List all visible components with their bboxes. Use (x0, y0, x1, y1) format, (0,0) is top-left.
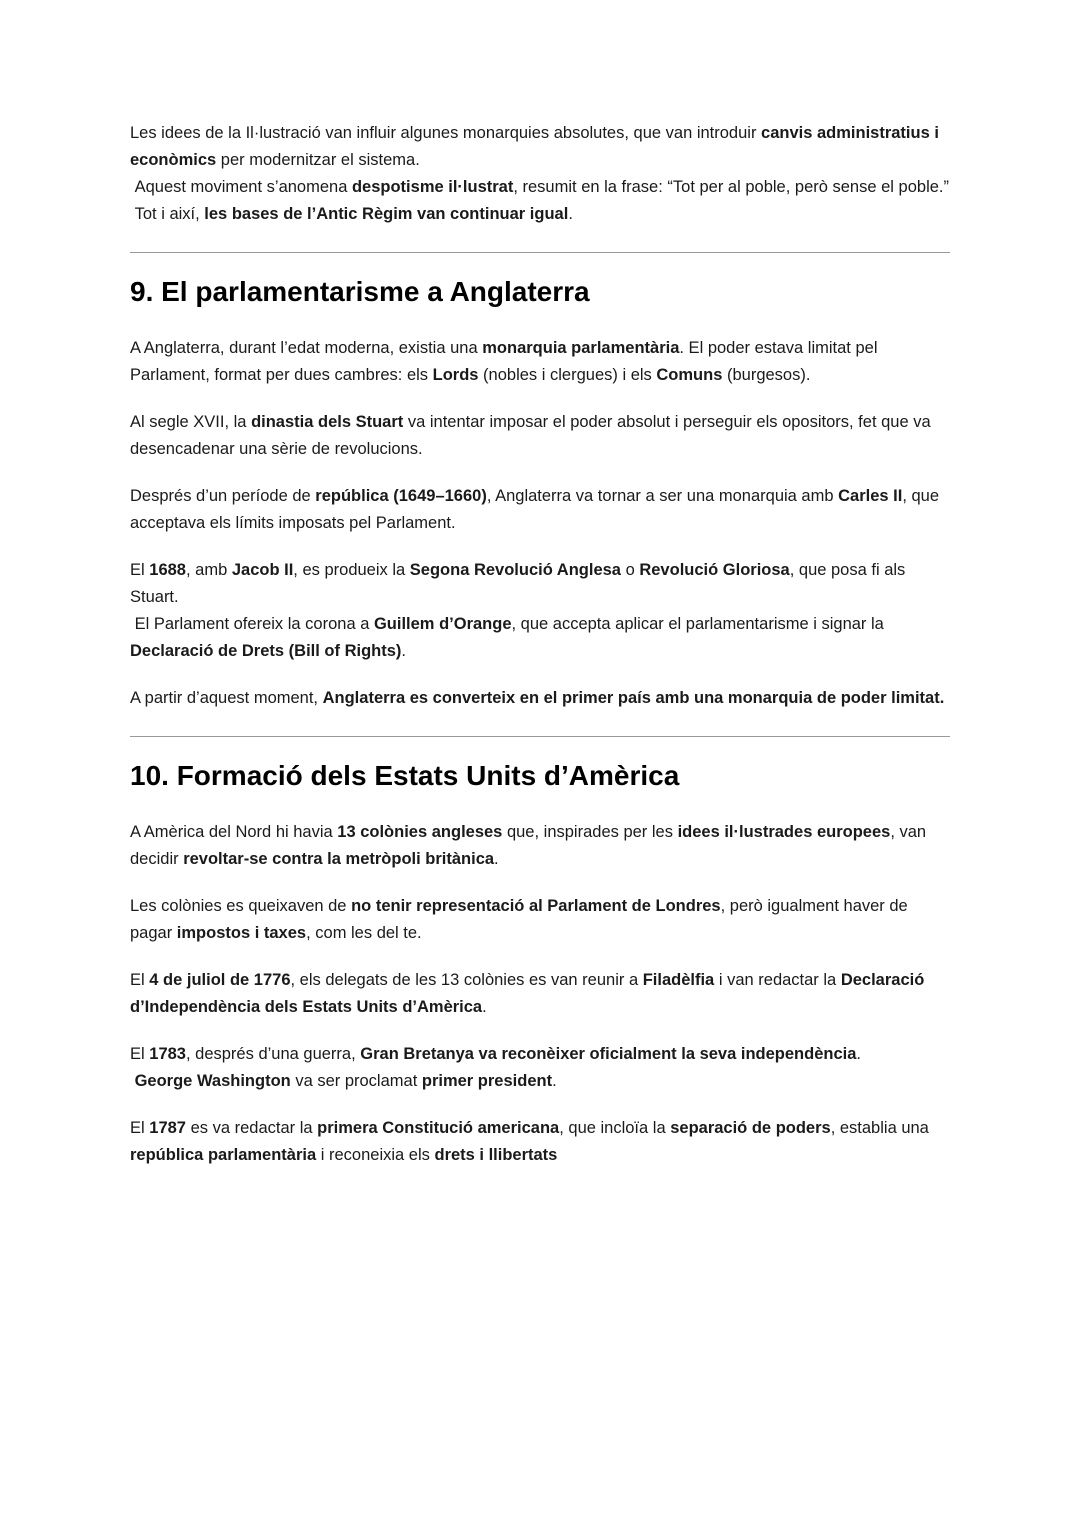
text-run: i reconeixia els (316, 1146, 435, 1164)
paragraph (130, 409, 950, 463)
paragraph (130, 685, 950, 712)
section-divider (130, 736, 950, 737)
bold-text: primer president (421, 1072, 553, 1090)
section-divider (130, 252, 950, 253)
text-run: es va redactar la (185, 1119, 318, 1137)
text-run: . (856, 1045, 861, 1063)
text-run: Les colònies es queixaven de (130, 897, 352, 915)
text-run: A Anglaterra, durant l’edat moderna, existia una (130, 339, 483, 357)
bold-text: Guillem d’Orange (373, 615, 512, 633)
text-run: , com les del te. (306, 924, 422, 942)
text-run: . (568, 205, 573, 223)
bold-text: separació de poders (670, 1119, 831, 1137)
text-run: (burgesos). (722, 366, 811, 384)
text-run: El (130, 971, 150, 989)
paragraph (130, 120, 950, 228)
text-run: . (494, 850, 499, 868)
bold-text: no tenir representació al Parlament de Londres (351, 897, 721, 915)
bold-text: impostos i taxes (176, 924, 307, 942)
text-run: El (130, 1045, 150, 1063)
bold-text: Segona Revolució Anglesa (409, 561, 621, 579)
bold-text: Gran Bretanya va reconèixer oficialment la seva independència (360, 1045, 857, 1063)
paragraph (130, 893, 950, 947)
text-run: A partir d’aquest moment, (130, 689, 323, 707)
text-run: A Amèrica del Nord hi havia (130, 823, 338, 841)
bold-text: monarquia parlamentària (482, 339, 680, 357)
bold-text: primera Constitució americana (317, 1119, 560, 1137)
paragraph (130, 1115, 950, 1169)
document-content (130, 120, 950, 1169)
paragraph (130, 335, 950, 389)
bold-text: canvis administratius i econòmics (130, 124, 944, 169)
bold-text: Declaració d’Independència dels Estats Units d’Amèrica (130, 971, 929, 1016)
bold-text: dinastia dels Stuart (251, 413, 404, 431)
bold-text: república (1649–1660) (315, 487, 487, 505)
text-run: , que acceptava els límits imposats pel Parlament. (130, 487, 944, 532)
text-run: , però igualment haver de pagar (130, 897, 913, 942)
text-run: El (130, 1119, 150, 1137)
text-run: El Parlament ofereix la corona a (130, 615, 374, 633)
section-heading: 9. El parlamentarisme a Anglaterra (130, 276, 590, 307)
text-run: i van redactar la (714, 971, 841, 989)
text-run: . (482, 998, 487, 1016)
bold-text: Comuns (656, 366, 723, 384)
bold-text: 1688 (149, 561, 186, 579)
text-run: , establia una (830, 1119, 934, 1137)
paragraph (130, 483, 950, 537)
bold-text: George Washington (134, 1072, 291, 1090)
bold-text: Filadèlfia (642, 971, 715, 989)
text-run: , després d’una guerra, (185, 1045, 361, 1063)
text-run: , els delegats de les 13 colònies es van reunir a (290, 971, 643, 989)
bold-text: república parlamentària (130, 1146, 317, 1164)
text-run: (nobles i clergues) i els (478, 366, 657, 384)
bold-text: 13 colònies angleses (337, 823, 503, 841)
text-run: Aquest moviment s’anomena (130, 178, 352, 196)
bold-text: Declaració de Drets (Bill of Rights) (130, 642, 402, 660)
text-run: , Anglaterra va tornar a ser una monarquia amb (486, 487, 839, 505)
bold-text: revoltar-se contra la metròpoli britànica (183, 850, 495, 868)
text-run: Les idees de la Il·lustració van influir algunes monarquies absolutes, que van introduir (130, 124, 762, 142)
bold-text: Anglaterra es converteix en el primer país amb una monarquia de poder limitat. (322, 689, 945, 707)
text-run: , que posa fi als Stuart. (130, 561, 910, 606)
text-run: , es produeix la (293, 561, 410, 579)
bold-text: drets i llibertats (434, 1146, 558, 1164)
paragraph (130, 557, 950, 665)
text-run: Al segle XVII, la (130, 413, 252, 431)
text-run: , que accepta aplicar el parlamentarisme i signar la (511, 615, 889, 633)
text-run: El (130, 561, 150, 579)
paragraph (130, 967, 950, 1021)
text-run: . El poder estava limitat pel Parlament, format per dues cambres: els (130, 339, 883, 384)
text-run: va ser proclamat (290, 1072, 422, 1090)
bold-text: Revolució Gloriosa (639, 561, 790, 579)
paragraph (130, 1041, 950, 1095)
text-run: per modernitzar el sistema. (216, 151, 420, 169)
bold-text: les bases de l’Antic Règim van continuar igual (204, 205, 569, 223)
text-run: va intentar imposar el poder absolut i perseguir els opositors, fet que va desencadenar una sèrie de revolucions. (130, 413, 936, 458)
bold-text: 4 de juliol de 1776 (149, 971, 291, 989)
bold-text: Jacob II (231, 561, 294, 579)
text-run: o (620, 561, 640, 579)
text-run: . (401, 642, 406, 660)
bold-text: despotisme il·lustrat (351, 178, 514, 196)
text-run: , van decidir (130, 823, 931, 868)
bold-text: Lords (432, 366, 479, 384)
text-run: , amb (185, 561, 232, 579)
bold-text: 1783 (149, 1045, 186, 1063)
text-run: . (552, 1072, 557, 1090)
text-run: que, inspirades per les (502, 823, 678, 841)
text-run: Tot i així, (130, 205, 205, 223)
bold-text: idees il·lustrades europees (677, 823, 891, 841)
bold-text: 1787 (149, 1119, 186, 1137)
text-run: , que incloïa la (559, 1119, 671, 1137)
bold-text: Carles II (838, 487, 903, 505)
text-run: , resumit en la frase: “Tot per al poble, però sense el poble.” (513, 178, 949, 196)
paragraph (130, 819, 950, 873)
section-heading: 10. Formació dels Estats Units d’Amèrica (130, 760, 680, 791)
text-run: Després d’un període de (130, 487, 316, 505)
